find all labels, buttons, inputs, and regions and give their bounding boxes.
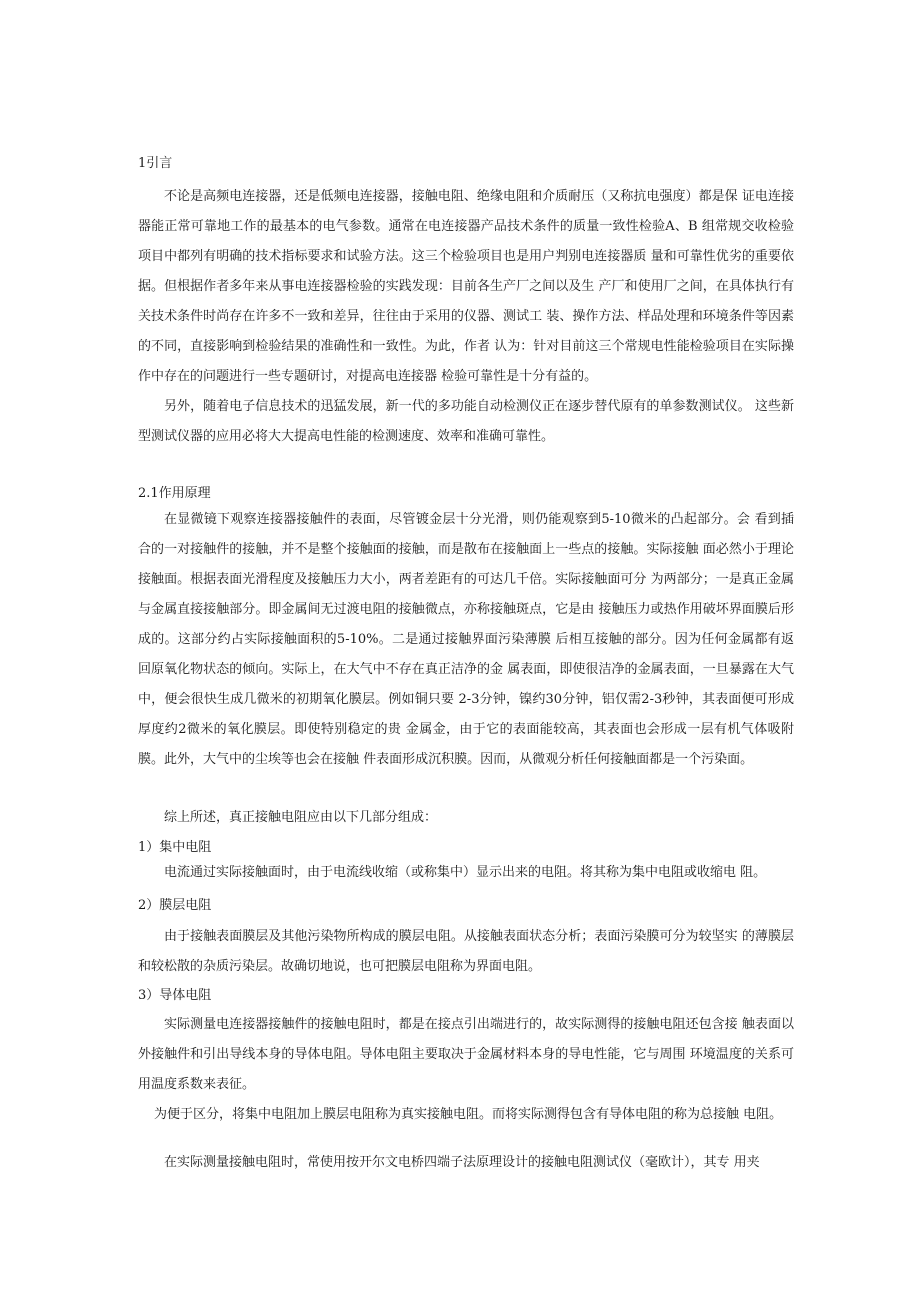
section-2-paragraph-1: 在显微镜下观察连接器接触件的表面，尽管镀金层十分光滑，则仍能观察到5-10微米的凸起部分。会 看到插合的一对接触件的接触，并不是整个接触面的接触，而是散布在接触面上一些点的接触。实际接触 面必然小于理论接触面。根据表面光滑程度及接触压力大小，两者差距有的可达几千倍。实际接触面可分 为两部分；一是真正金属与金属直接接触部分。即金属间无过渡电阻的接触微点，亦称接触斑点，它是由 接触压力或热作用破坏界面膜后形成的。这部分约占实际接触面积的5-10%。二是通过接触界面污染薄膜 后相互接触的部分。因为任何金属都有返回原氧化物状态的倾向。实际上，在大气中不存在真正洁净的金 属表面，即使很洁净的金属表面，一旦暴露在大气中，便会很快生成几微米的初期氧化膜层。例如铜只要 2-3分钟，镍约30分钟，铝仅需2-3秒钟，其表面便可形成厚度约2微米的氧化膜层。即使特别稳定的贵 金属金，由于它的表面能较高，其表面也会形成一层有机气体吸附膜。此外，大气中的尘埃等也会在接触 件表面形成沉积膜。因而，从微观分析任何接触面都是一个污染面。 [138, 512, 794, 767]
section-2-heading: 2.1作用原理 [138, 486, 211, 501]
item-1-text: 电流通过实际接触面时，由于电流线收缩（或称集中）显示出来的电阻。将其称为集中电阻或收缩电 阻。 [164, 865, 767, 880]
item-2-text: 由于接触表面膜层及其他污染物所构成的膜层电阻。从接触表面状态分析；表面污染膜可分为较坚实 的薄膜层和较松散的杂质污染层。故确切地说，也可把膜层电阻称为界面电阻。 [138, 929, 794, 974]
section-2-paragraph-4: 在实际测量接触电阻时，常使用按开尔文电桥四端子法原理设计的接触电阻测试仪（毫欧计），其专 用夹 [164, 1155, 760, 1170]
section-2-paragraph-2: 综上所述，真正接触电阻应由以下几部分组成： [164, 810, 438, 825]
item-3-label: 3）导体电阻 [138, 988, 212, 1003]
item-1-label: 1）集中电阻 [138, 840, 212, 855]
section-1-paragraph-1: 不论是高频电连接器，还是低频电连接器，接触电阻、绝缘电阻和介质耐压（又称抗电强度）都是保 证电连接器能正常可靠地工作的最基本的电气参数。通常在电连接器产品技术条件的质量一致性检验A、B 组常规交收检验项目中都列有明确的技术指标要求和试验方法。这三个检验项目也是用户判别电连接器质 量和可靠性优劣的重要依据。但根据作者多年来从事电连接器检验的实践发现：目前各生产厂之间以及生 产厂和使用厂之间，在具体执行有关技术条件时尚存在许多不一致和差异，往往由于采用的仪器、测试工 装、操作方法、样品处理和环境条件等因素的不同，直接影响到检验结果的准确性和一致性。为此，作者 认为：针对目前这三个常规电性能检验项目在实际操作中存在的问题进行一些专题研讨，对提高电连接器 检验可靠性是十分有益的。 [138, 189, 794, 384]
item-3-text: 实际测量电连接器接触件的接触电阻时，都是在接点引出端进行的，故实际测得的接触电阻还包含接 触表面以外接触件和引出导线本身的导体电阻。导体电阻主要取决于金属材料本身的导电性能，它与周围 环境温度的关系可用温度系数来表征。 [138, 1017, 794, 1092]
section-2-paragraph-3: 为便于区分，将集中电阻加上膜层电阻称为真实接触电阻。而将实际测得包含有导体电阻的称为总接触 电阻。 [154, 1107, 783, 1122]
section-1-heading: 1引言 [138, 156, 173, 171]
item-2-label: 2）膜层电阻 [138, 898, 212, 913]
section-1-paragraph-2: 另外，随着电子信息技术的迅猛发展，新一代的多功能自动检测仪正在逐步替代原有的单参数测试仪。 这些新型测试仪器的应用必将大大提高电性能的检测速度、效率和准确可靠性。 [138, 399, 794, 444]
